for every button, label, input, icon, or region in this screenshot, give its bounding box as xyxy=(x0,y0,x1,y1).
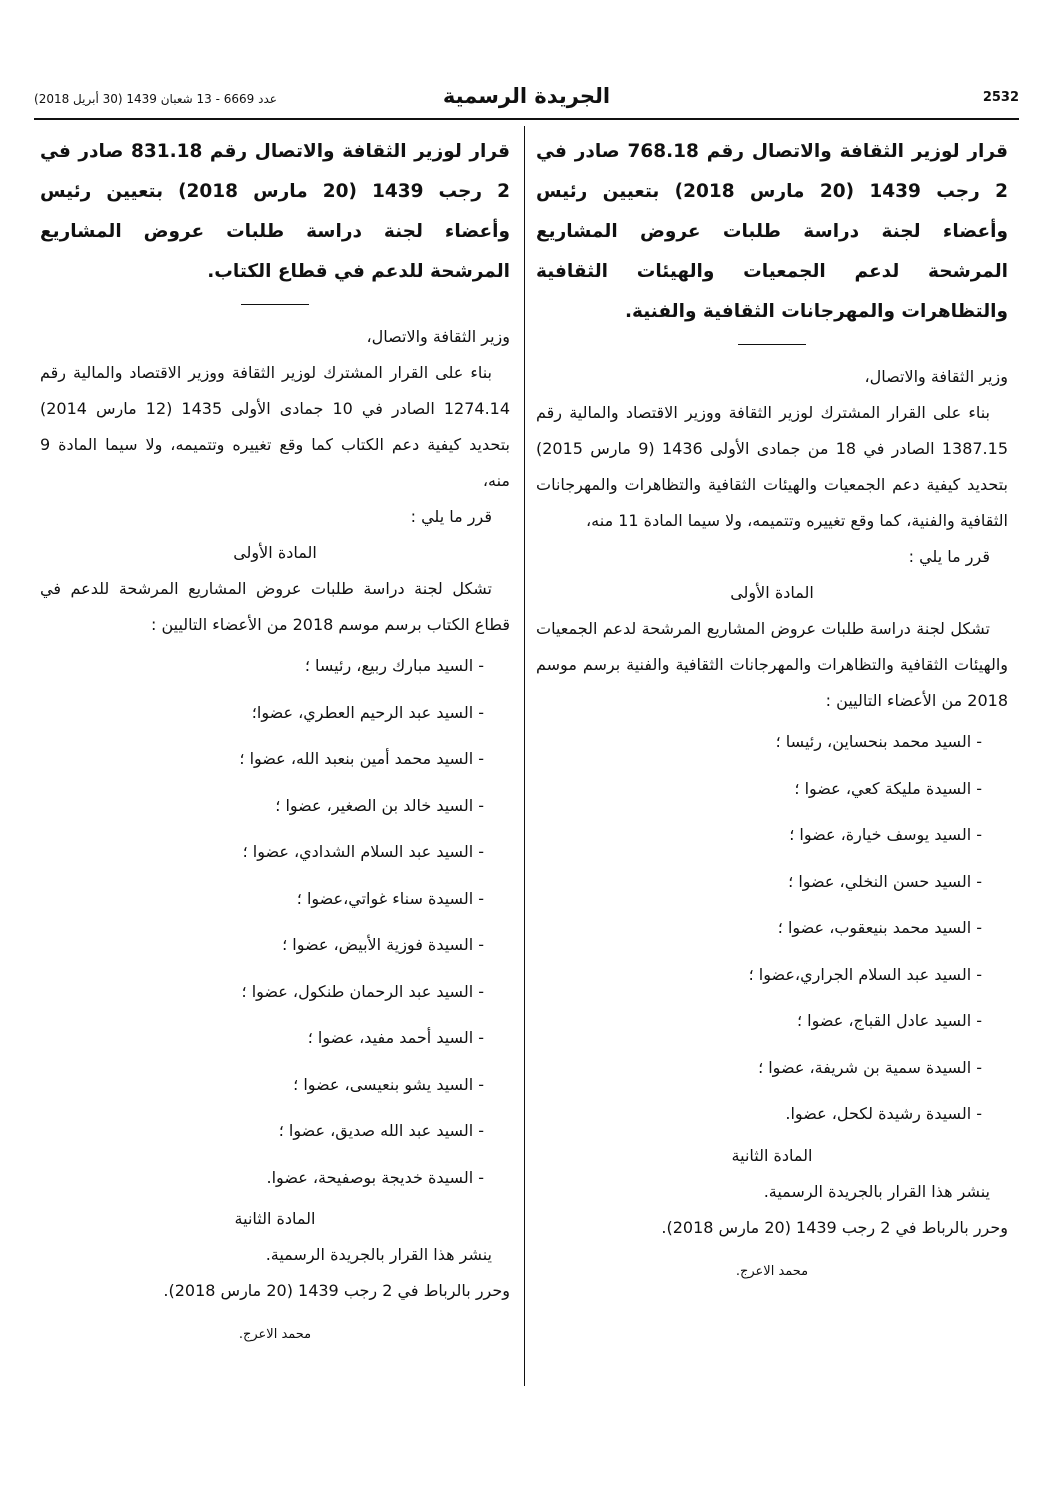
list-item: - السيدة فوزية الأبيض، عضوا ؛ xyxy=(282,935,484,954)
decree-title: قرار لوزير الثقافة والاتصال رقم 831.18 صادر في 2 رجب 1439 (20 مارس 2018) بتعيين رئيس وأعضاء لجنة دراسة طلبات عروض المشاريع المرشحة للدعم في قطاع الكتاب. xyxy=(40,141,510,282)
article-1-heading: المادة الأولى xyxy=(233,543,317,562)
article-2-heading: المادة الثانية xyxy=(234,1209,316,1228)
signature: محمد الاعرج. xyxy=(238,1327,312,1342)
list-item: - السيدة رشيدة لكحل، عضوا. xyxy=(785,1104,982,1123)
article-1-heading: المادة الأولى xyxy=(730,583,814,602)
done-at-line: وحرر بالرباط في 2 رجب 1439 (20 مارس 2018). xyxy=(163,1281,510,1300)
page-number: 2532 xyxy=(982,90,1019,105)
members-list xyxy=(40,643,510,1201)
page-header xyxy=(34,84,1019,118)
article-2-text: ينشر هذا القرار بالجريدة الرسمية. xyxy=(763,1181,990,1201)
list-item: - السيد حسن النخلي، عضوا ؛ xyxy=(788,871,982,891)
list-item: - السيد عبد السلام الشدادي، عضوا ؛ xyxy=(242,842,484,861)
decides-line: قرر ما يلي : xyxy=(908,547,990,566)
decree-768-18 xyxy=(536,132,1008,1279)
list-item: - السيد محمد بنيعقوب، عضوا ؛ xyxy=(777,918,982,937)
list-item: - السيد مبارك ربيع، رئيسا ؛ xyxy=(304,656,484,675)
decree-831-18 xyxy=(40,132,510,1342)
list-item: - السيدة سمية بن شريفة، عضوا ؛ xyxy=(758,1057,982,1077)
preamble: بناء على القرار المشترك لوزير الثقافة ووزير الاقتصاد والمالية رقم 1274.14 الصادر في 10 جمادى الأولى 1435 (12 مارس 2014) بتحديد كيفية دعم الكتاب كما وقع تغييره وتتميمه، ولا سيما المادة 9 منه، xyxy=(40,363,511,490)
list-item: - السيد محمد بنحساين، رئيسا ؛ xyxy=(775,732,982,751)
list-item: - السيد عبد السلام الجراري،عضوا ؛ xyxy=(748,964,982,984)
article-1-text: تشكل لجنة دراسة طلبات عروض المشاريع المرشحة للدعم في قطاع الكتاب برسم موسم 2018 من الأعضاء التاليين : xyxy=(40,579,510,634)
issue-info: عدد 6669 - 13 شعبان 1439 (30 أبريل 2018) xyxy=(34,92,277,106)
members-list xyxy=(536,719,1008,1138)
decides-line: قرر ما يلي : xyxy=(410,507,492,526)
list-item: - السيد خالد بن الصغير، عضوا ؛ xyxy=(275,795,484,815)
title-separator xyxy=(738,344,806,345)
list-item: - السيد عبد الرحمان طنكول، عضوا ؛ xyxy=(241,981,484,1001)
minister-line: وزير الثقافة والاتصال، xyxy=(864,367,1008,386)
article-2-text: ينشر هذا القرار بالجريدة الرسمية. xyxy=(265,1245,492,1264)
header-rule xyxy=(34,118,1019,120)
signature: محمد الاعرج. xyxy=(735,1263,809,1279)
list-item: - السيد يشو بنعيسى، عضوا ؛ xyxy=(293,1074,484,1094)
done-at-line: وحرر بالرباط في 2 رجب 1439 (20 مارس 2018). xyxy=(661,1217,1008,1237)
decree-title: قرار لوزير الثقافة والاتصال رقم 768.18 صادر في 2 رجب 1439 (20 مارس 2018) بتعيين رئيس وأعضاء لجنة دراسة طلبات عروض المشاريع المرشحة لدعم الجمعيات والهيئات الثقافية والتظاهرات والمهرجانات الثقافية والفنية. xyxy=(536,141,1008,322)
list-item: - السيد أحمد مفيد، عضوا ؛ xyxy=(307,1028,484,1047)
article-1-text: تشكل لجنة دراسة طلبات عروض المشاريع المرشحة لدعم الجمعيات والهيئات الثقافية والتظاهرات والمهرجانات الثقافية والفنية برسم موسم 2018 من الأعضاء التاليين : xyxy=(536,619,1008,710)
list-item: - السيد محمد أمين بنعبد الله، عضوا ؛ xyxy=(239,749,484,768)
list-item: - السيدة مليكة كعي، عضوا ؛ xyxy=(794,778,982,798)
publication-title: الجريدة الرسمية xyxy=(442,84,611,108)
article-2-heading: المادة الثانية xyxy=(731,1145,813,1165)
list-item: - السيدة خديجة بوصفيحة، عضوا. xyxy=(266,1167,484,1187)
list-item: - السيد عبد الرحيم العطري، عضوا؛ xyxy=(251,702,484,722)
column-divider xyxy=(524,126,525,1386)
list-item: - السيد عبد الله صديق، عضوا ؛ xyxy=(278,1121,484,1140)
list-item: - السيد عادل القباج، عضوا ؛ xyxy=(796,1011,982,1030)
list-item: - السيدة سناء غواتي،عضوا ؛ xyxy=(296,888,484,908)
preamble: بناء على القرار المشترك لوزير الثقافة ووزير الاقتصاد والمالية رقم 1387.15 الصادر في 18 من جمادى الأولى 1436 (9 مارس 2015) بتحديد كيفية دعم الجمعيات والهيئات الثقافية والتظاهرات والمهرجانات الثقافية والفنية، كما وقع تغييره وتتميمه، ولا سيما المادة 11 منه، xyxy=(536,403,1008,530)
minister-line: وزير الثقافة والاتصال، xyxy=(366,327,510,346)
list-item: - السيد يوسف خيارة، عضوا ؛ xyxy=(789,825,982,844)
title-separator xyxy=(241,304,309,305)
